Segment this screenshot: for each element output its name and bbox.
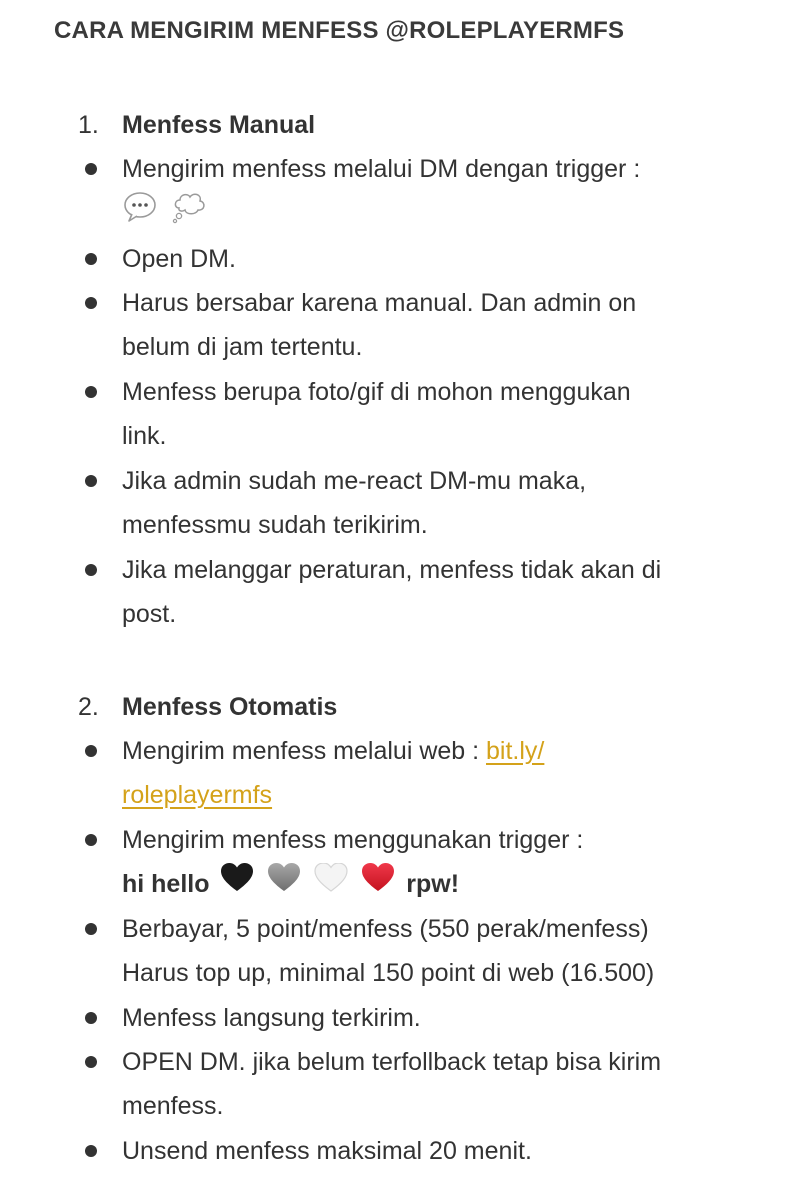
bullet-dot [85,297,97,309]
list-item-text: Menfess langsung terkirim. [122,1004,421,1032]
list-item-text: Open DM. [122,245,236,273]
white-heart-icon [314,863,348,907]
list-item-text: menfess. [122,1092,224,1120]
page-title: CARA MENGIRIM MENFESS @ROLEPLAYERMFS [54,17,625,44]
trigger-suffix: rpw! [406,870,460,898]
list-item-text: Menfess berupa foto/gif di mohon menggukan [122,378,631,406]
bullet-dot [85,1145,97,1157]
trigger-emoji-row [122,190,207,234]
bullet-dot [85,1056,97,1068]
section-number: 2. [78,693,99,721]
black-heart-icon [220,863,254,907]
list-item-text: post. [122,600,177,628]
list-item-text: Jika admin sudah me-react DM-mu maka, [122,467,587,495]
web-link-continued[interactable]: roleplayermfs [122,781,273,809]
bullet-dot [85,163,97,175]
grey-heart-icon [267,863,301,907]
bullet-dot [85,834,97,846]
section-heading-otomatis [78,685,337,729]
thought-bubble-icon [171,190,207,238]
list-item-text [122,773,272,817]
list-item-text: belum di jam tertentu. [122,333,363,361]
bullet-dot [85,1012,97,1024]
list-item-text: Unsend menfess maksimal 20 menit. [122,1137,532,1165]
list-item-text: Mengirim menfess menggunakan trigger : [122,826,584,854]
list-item-text: Harus top up, minimal 150 point di web (16.500) [122,959,655,987]
trigger-row [122,862,459,906]
bullet-dot [85,253,97,265]
list-item-text [122,729,544,773]
list-item-text: Mengirim menfess melalui DM dengan trigger : [122,155,641,183]
section-number: 1. [78,111,99,139]
trigger-prefix: hi hello [122,870,210,898]
list-item-text: menfessmu sudah terikirim. [122,511,428,539]
section-label: Menfess Otomatis [122,693,338,721]
section-label: Menfess Manual [122,111,316,139]
web-link[interactable]: bit.ly/ [486,737,545,765]
section-heading-manual [78,103,315,147]
list-item-text: OPEN DM. jika belum terfollback tetap bisa kirim [122,1048,662,1076]
list-item-text-part: Mengirim menfess melalui web : [122,737,487,765]
bullet-dot [85,564,97,576]
bullet-dot [85,475,97,487]
bullet-dot [85,386,97,398]
list-item-text: Jika melanggar peraturan, menfess tidak akan di [122,556,662,584]
list-item-text: Harus bersabar karena manual. Dan admin on [122,289,637,317]
speech-bubble-icon [122,190,158,238]
list-item-text: Berbayar, 5 point/menfess (550 perak/menfess) [122,915,649,943]
red-heart-icon [361,863,395,907]
bullet-dot [85,923,97,935]
bullet-dot [85,745,97,757]
list-item-text: link. [122,422,167,450]
